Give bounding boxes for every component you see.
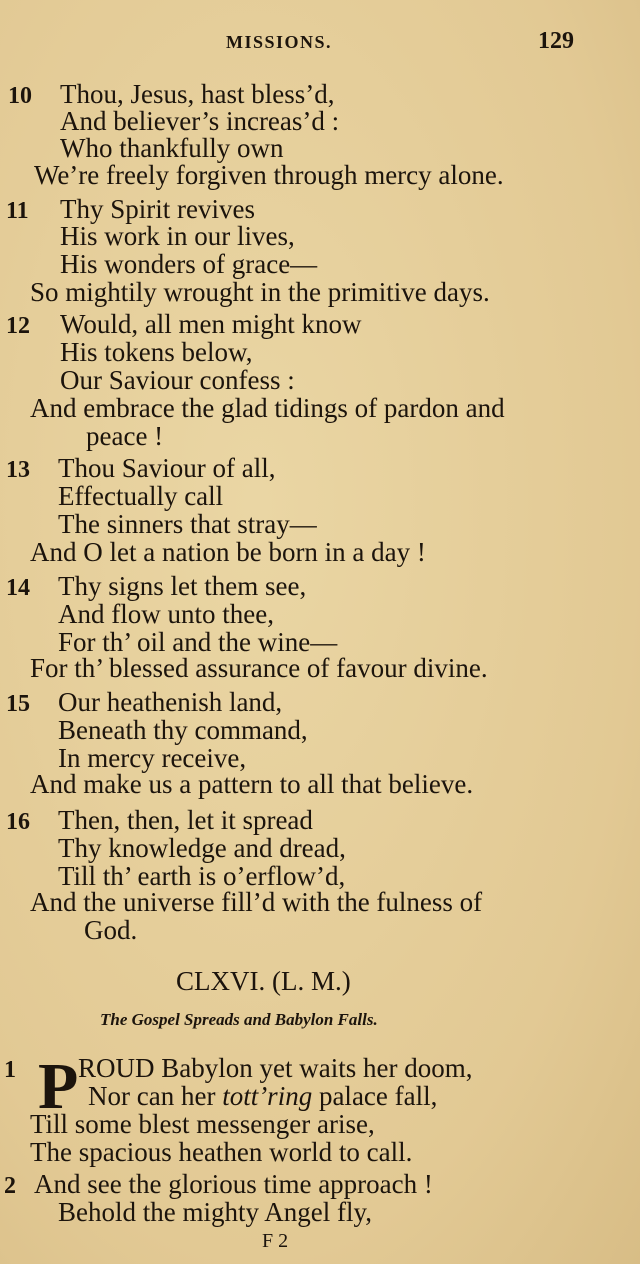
running-head: MISSIONS. [226, 32, 333, 52]
verse-line: God. [84, 915, 138, 945]
verse-line: Our Saviour confess : [60, 365, 295, 395]
verse-line: And make us a pattern to all that believe. [30, 769, 474, 799]
stanza-number: 2 [4, 1173, 16, 1199]
verse-line: The sinners that stray— [58, 509, 317, 539]
verse-line: Would, all men might know [60, 309, 362, 339]
verse-line: Thou, Jesus, hast bless’d, [60, 79, 335, 109]
verse-line: The spacious heathen world to call. [30, 1137, 413, 1167]
verse-line: Then, then, let it spread [58, 805, 313, 835]
verse-line: Thy signs let them see, [58, 571, 307, 601]
verse-line: peace ! [86, 421, 164, 451]
stanza-number: 1 [4, 1057, 16, 1083]
verse-line: Behold the mighty Angel fly, [58, 1197, 372, 1227]
verse-line: In mercy receive, [58, 743, 247, 773]
verse-line: His tokens below, [60, 337, 253, 367]
stanza-number: 16 [6, 809, 30, 835]
verse-line: For th’ blessed assurance of favour divine. [30, 653, 488, 683]
verse-line: We’re freely forgiven through mercy alone. [34, 160, 504, 190]
verse-line: ROUD Babylon yet waits her doom, [78, 1053, 473, 1083]
stanza-number: 10 [8, 83, 32, 109]
verse-line: His wonders of grace— [60, 249, 318, 279]
verse-line: And believer’s increas’d : [60, 106, 340, 136]
verse-text: palace fall, [312, 1081, 438, 1111]
stanza-number: 14 [6, 575, 30, 601]
verse-text: Nor can her [88, 1081, 223, 1111]
stanza-number: 15 [6, 691, 30, 717]
verse-line: For th’ oil and the wine— [58, 627, 338, 657]
stanza-number: 11 [6, 198, 29, 224]
verse-line: Till th’ earth is o’erflow’d, [58, 861, 346, 891]
signature-mark: F 2 [262, 1230, 289, 1252]
verse-line: Thou Saviour of all, [58, 453, 276, 483]
verse-line: And see the glorious time approach ! [34, 1169, 433, 1199]
hymn-subtitle: The Gospel Spreads and Babylon Falls. [100, 1010, 378, 1029]
verse-line: And flow unto thee, [58, 599, 274, 629]
verse-line: Effectually call [58, 481, 224, 511]
stanza-number: 13 [6, 457, 30, 483]
drop-cap: P [38, 1050, 79, 1123]
page-number: 129 [538, 28, 574, 54]
verse-line: And embrace the glad tidings of pardon and [30, 393, 505, 423]
verse-italic: tott’ring [222, 1081, 313, 1111]
verse-line [88, 1082, 437, 1110]
verse-line: Till some blest messenger arise, [30, 1109, 375, 1139]
verse-line: Thy knowledge and dread, [58, 833, 346, 863]
verse-line: Our heathenish land, [58, 687, 283, 717]
verse-line: Who thankfully own [60, 133, 284, 163]
verse-line: So mightily wrought in the primitive days. [30, 277, 490, 307]
verse-line: Beneath thy command, [58, 715, 308, 745]
verse-line: Thy Spirit revives [60, 194, 255, 224]
verse-line: And O let a nation be born in a day ! [30, 537, 426, 567]
verse-line: His work in our lives, [60, 221, 295, 251]
hymn-title: CLXVI. (L. M.) [176, 966, 351, 996]
page-header [0, 28, 640, 62]
verse-line: And the universe fill’d with the fulness of [30, 887, 483, 917]
stanza-number: 12 [6, 313, 30, 339]
